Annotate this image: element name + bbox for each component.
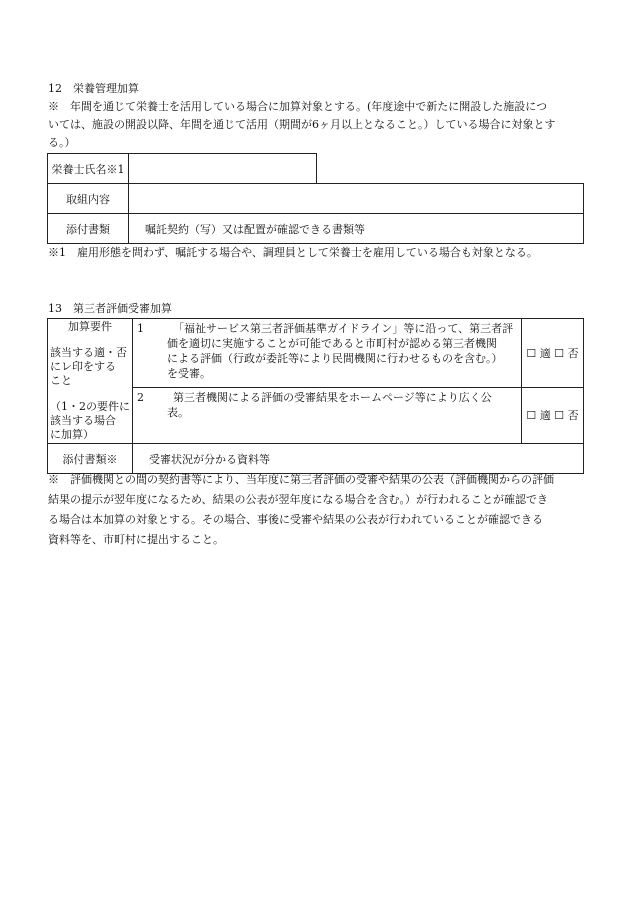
section-13-table xyxy=(47,318,584,474)
requirement-2-line: 第三者機関による評価の受審結果をホームページ等により広く公 xyxy=(173,390,492,404)
requirements-label-line: 該当する適・否 xyxy=(50,346,127,359)
section-13-note-line: 資料等を、市町村に提出すること。 xyxy=(48,533,224,546)
section-12-note-line: る。） xyxy=(48,136,76,149)
requirements-label-line: （1・2の要件に xyxy=(50,400,130,413)
requirement-2-number: 2 xyxy=(137,390,144,404)
requirements-label xyxy=(48,319,133,444)
requirement-1-line: 「福祉サービス第三者評価基準ガイドライン」等に沿って、第三者評 xyxy=(173,322,514,335)
s13-docs-value: 受審状況が分かる資料等 xyxy=(133,444,584,474)
requirement-1-number: 1 xyxy=(137,322,144,335)
section-13-note-line: ※ 評価機関との間の契約書等により、当年度に第三者評価の受審や結果の公表（評価機関からの評価 xyxy=(48,473,554,486)
section-13-note-line: る場合は本加算の対象とする。その場合、事後に受審や結果の公表が行われていることが確認できる xyxy=(48,513,543,526)
requirements-label-line: こと xyxy=(50,374,72,387)
blank-cell xyxy=(317,154,584,184)
nutritionist-name-field[interactable] xyxy=(129,154,317,184)
section-12-note-line: ※ 年間を通じて栄養士を活用している場合に加算対象とする。(年度途中で新たに開設した施設につ xyxy=(48,100,548,113)
requirement-1-line: を受審。 xyxy=(167,367,211,380)
effort-field[interactable] xyxy=(129,184,584,214)
requirement-1-line: 価を適切に実施することが可能であると市町村が認める第三者機関 xyxy=(167,337,497,350)
section-12-heading: 12 栄養管理加算 xyxy=(48,82,139,95)
requirements-label-line: に加算） xyxy=(50,428,94,441)
requirements-label-line: 該当する場合 xyxy=(50,414,116,427)
requirement-2-checkbox[interactable]: ☐ 適 ☐ 否 xyxy=(522,387,584,443)
docs-value: 嘱託契約（写）又は配置が確認できる書類等 xyxy=(129,214,584,244)
requirement-1 xyxy=(133,319,522,388)
section-12-footnote: ※1 雇用形態を問わず、嘱託する場合や、調理員として栄養士を雇用している場合も対象となる。 xyxy=(48,246,538,259)
nutritionist-name-label: 栄養士氏名※1 xyxy=(48,154,129,184)
requirement-2-line: 表。 xyxy=(167,405,189,419)
requirement-1-checkbox[interactable]: ☐ 適 ☐ 否 xyxy=(522,319,584,388)
requirements-label-line: 加算要件 xyxy=(68,320,112,333)
s13-docs-label: 添付書類※ xyxy=(48,444,133,474)
requirements-label-line: にレ印をする xyxy=(50,360,116,373)
section-13-heading: 13 第三者評価受審加算 xyxy=(48,302,172,315)
requirement-2 xyxy=(133,387,522,443)
section-13-note-line: 結果の提示が翌年度になるため、結果の公表が翌年度になる場合を含む。）が行われることが確認でき xyxy=(48,493,549,506)
section-12-table xyxy=(47,153,584,244)
requirement-1-line: による評価（行政が委託等により民間機関に行わせるものを含む。） xyxy=(167,352,503,365)
docs-label: 添付書類 xyxy=(48,214,129,244)
effort-label: 取組内容 xyxy=(48,184,129,214)
section-12-note-line: いては、施設の開設以降、年間を通じて活用（期間が6ヶ月以上となること。）している場合に対象とす xyxy=(48,118,556,131)
